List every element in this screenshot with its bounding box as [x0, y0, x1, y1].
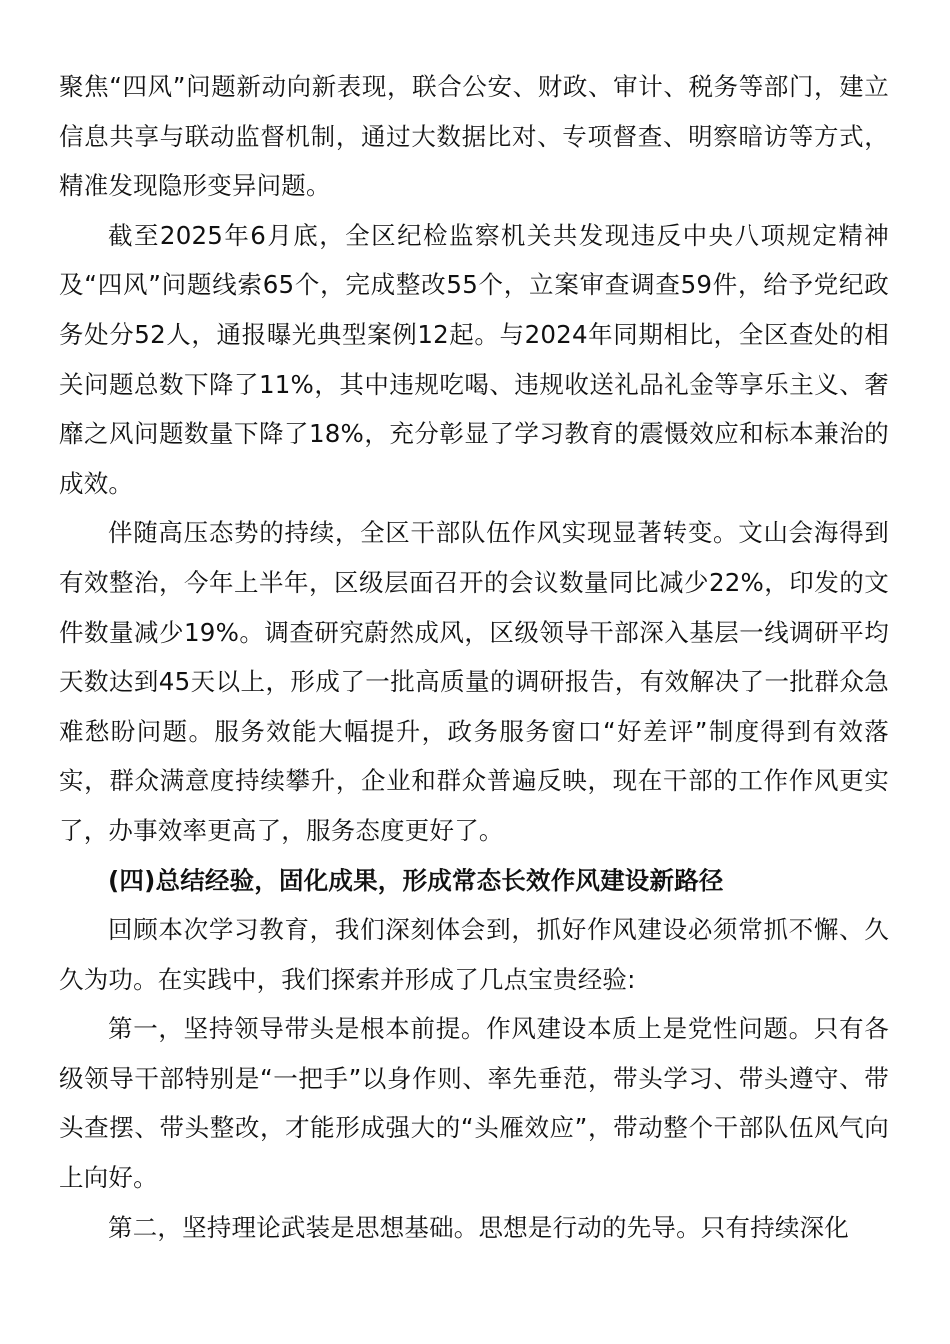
section-heading: (四)总结经验，固化成果，形成常态长效作风建设新路径 — [108, 865, 724, 895]
paragraph-text: 截至2025年6月底，全区纪检监察机关共发现违反中央八项规定精神及“四风”问题线索65个，完成整改55个，立案审查调查59件，给予党纪政务处分52人，通报曝光典型案例12起。与2024年同期相比，全区查处的相关问题总数下降了11%，其中违规吃喝、违规收送礼品礼金等享乐主义、奢靡之风问题数量下降了18%，充分彰显了学习教育的震慑效应和标本兼治的成效。 — [59, 220, 889, 498]
paragraph-text: 回顾本次学习教育，我们深刻体会到，抓好作风建设必须常抓不懈、久久为功。在实践中，我们探索并形成了几点宝贵经验: — [59, 915, 889, 994]
paragraph-text: 第一，坚持领导带头是根本前提。作风建设本质上是党性问题。只有各级领导干部特别是“一把手”以身作则、率先垂范，带头学习、带头遵守、带头查摆、带头整改，才能形成强大的“头雁效应”，带动整个干部队伍风气向上向好。 — [59, 1014, 889, 1193]
paragraph-text: 第二，坚持理论武装是思想基础。思想是行动的先导。只有持续深化 — [108, 1212, 849, 1242]
paragraph-text: 聚焦“四风”问题新动向新表现，联合公安、财政、审计、税务等部门，建立信息共享与联动监督机制，通过大数据比对、专项督查、明察暗访等方式，精准发现隐形变异问题。 — [59, 72, 889, 201]
paragraph-text: 伴随高压态势的持续，全区干部队伍作风实现显著转变。文山会海得到有效整治，今年上半年，区级层面召开的会议数量同比减少22%，印发的文件数量减少19%。调查研究蔚然成风，区级领导干部深入基层一线调研平均天数达到45天以上，形成了一批高质量的调研报告，有效解决了一批群众急难愁盼问题。服务效能大幅提升，政务服务窗口“好差评”制度得到有效落实，群众满意度持续攀升，企业和群众普遍反映，现在干部的工作作风更实了，办事效率更高了，服务态度更好了。 — [59, 518, 889, 845]
document-body — [59, 62, 889, 1252]
